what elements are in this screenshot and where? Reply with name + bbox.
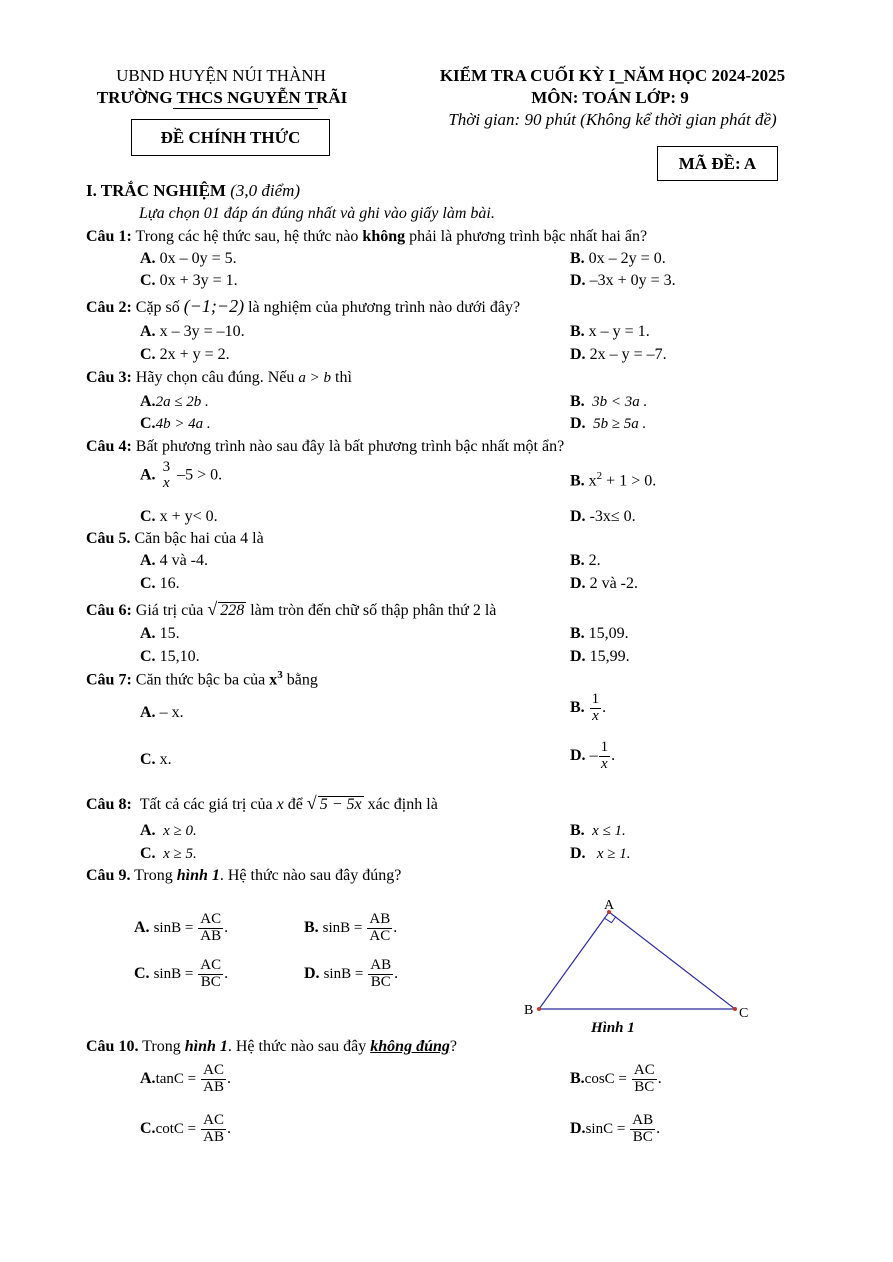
question-6: Câu 6: Giá trị của √ 228 làm tròn đến chữ số thập phân thứ 2 là xyxy=(86,599,497,619)
option-b: B.cosC = $\frac{AC}{BC}$ . xyxy=(570,1062,662,1095)
exam-title: KIỂM TRA CUỐI KỲ I_NĂM HỌC 2024-2025 xyxy=(439,66,786,85)
label-a: A xyxy=(604,898,615,913)
label-b: B xyxy=(524,1003,534,1018)
option-b: B. $\frac{1}{x}$ . xyxy=(570,691,607,724)
question-2: Câu 2: Cặp số (−1;−2) là nghiệm của phương trình nào dưới đây? xyxy=(86,296,521,316)
official-label: ĐỀ CHÍNH THỨC xyxy=(131,119,330,156)
question-1 xyxy=(86,229,647,245)
point-b xyxy=(537,1007,541,1011)
option-c: C. 2x + y = 2. xyxy=(140,346,230,363)
figure-caption: Hình 1 xyxy=(591,1020,635,1036)
section-instruction: Lựa chọn 01 đáp án đúng nhất và ghi vào giấy làm bài. xyxy=(139,205,495,222)
triangle-abc xyxy=(539,912,735,1009)
option-d: D. – $\frac{1}{x}$ . xyxy=(570,739,616,772)
exam-time: Thời gian: 90 phút (Không kể thời gian phát đề) xyxy=(448,110,777,129)
option-b: B. $x^2 + 1 > 0$. xyxy=(570,470,657,490)
option-b: B. 0x – 2y = 0. xyxy=(570,250,666,267)
option-b: B. x – y = 1. xyxy=(570,323,650,340)
question-10: Câu 10. Trong hình 1. Hệ thức nào sau đây không đúng? xyxy=(86,1038,457,1055)
question-5: Câu 5. Căn bậc hai của 4 là xyxy=(86,530,264,547)
option-d: D.sinC = $\frac{AB}{BC}$ . xyxy=(570,1112,661,1145)
subject-grade: MÔN: TOÁN LỚP: 9 xyxy=(531,88,689,107)
school-name: TRƯỜNG THCS NGUYỄN TRÃI xyxy=(96,88,348,107)
exam-code: MÃ ĐỀ: A xyxy=(657,146,778,181)
option-d: D. –3x + 0y = 3. xyxy=(570,272,676,289)
question-label: Câu 1: xyxy=(86,228,132,245)
option-b: B. 2. xyxy=(570,552,601,569)
option-a: A. 15. xyxy=(140,625,180,642)
option-b: B. 15,09. xyxy=(570,625,629,642)
option-a: A. x ≥ 0. xyxy=(140,822,197,839)
option-a: A. – x. xyxy=(140,704,184,721)
question-3: Câu 3: Hãy chọn câu đúng. Nếu a > b thì xyxy=(86,369,352,386)
option-a: A.2a ≤ 2b . xyxy=(140,393,209,410)
option-c: C.cotC = $\frac{AC}{AB}$ . xyxy=(140,1112,231,1145)
option-c: C. 16. xyxy=(140,575,180,592)
section-title: I. TRẮC NGHIỆM xyxy=(86,181,226,200)
option-c: C. sinB = $\frac{AC}{BC}$ . xyxy=(134,957,229,990)
option-a: A. x – 3y = –10. xyxy=(140,323,245,340)
section-points: (3,0 điểm) xyxy=(230,181,301,200)
number-pair: (−1;−2) xyxy=(183,296,245,316)
question-9: Câu 9. Trong hình 1. Hệ thức nào sau đây đúng? xyxy=(86,867,402,884)
option-a: A. 0x – 0y = 5. xyxy=(140,250,237,267)
option-b: B. sinB = $\frac{AB}{AC}$ . xyxy=(304,911,398,944)
option-c: C. x + y< 0. xyxy=(140,508,218,525)
option-a: A.tanC = $\frac{AC}{AB}$ . xyxy=(140,1062,231,1095)
option-d: D. sinB = $\frac{AB}{BC}$ . xyxy=(304,957,399,990)
question-emphasis: không xyxy=(362,228,406,245)
option-a: A. 4 và -4. xyxy=(140,552,208,569)
option-b: B. 3b < 3a . xyxy=(570,393,648,410)
district-name: UBND HUYỆN NÚI THÀNH xyxy=(116,66,326,85)
triangle-figure xyxy=(515,895,765,1040)
option-d: D. x ≥ 1. xyxy=(570,845,631,862)
question-8: Câu 8: Tất cả các giá trị của x để √ 5 − 5x xác định là xyxy=(86,793,438,813)
question-text: Trong các hệ thức sau, hệ thức nào xyxy=(135,228,359,245)
option-c: C. x. xyxy=(140,751,172,768)
label-c: C xyxy=(739,1006,749,1021)
option-d: D. 5b ≥ 5a . xyxy=(570,415,647,432)
option-d: D. 2 và -2. xyxy=(570,575,638,592)
option-b: B. x ≤ 1. xyxy=(570,822,626,839)
option-a: A. 3 x –5 > 0. xyxy=(140,459,223,491)
right-angle-mark xyxy=(605,917,617,923)
radical: 5 − 5x xyxy=(319,796,362,813)
option-c: C. x ≥ 5. xyxy=(140,845,197,862)
option-c: C. 0x + 3y = 1. xyxy=(140,272,238,289)
question-text: phải là phương trình bậc nhất hai ẩn? xyxy=(409,228,648,245)
question-4: Câu 4: Bất phương trình nào sau đây là bất phương trình bậc nhất một ẩn? xyxy=(86,438,565,455)
section-heading xyxy=(86,182,300,199)
question-7: Câu 7: Căn thức bậc ba của $x^3$ bằng xyxy=(86,669,318,689)
school-underline xyxy=(173,108,318,109)
option-d: D. 15,99. xyxy=(570,648,630,665)
option-c: C.4b > 4a . xyxy=(140,415,211,432)
option-c: C. 15,10. xyxy=(140,648,200,665)
option-a: A. sinB = $\frac{AC}{AB}$ . xyxy=(134,911,229,944)
point-c xyxy=(733,1007,737,1011)
option-d: D. 2x – y = –7. xyxy=(570,346,667,363)
option-d: D. -3x≤ 0. xyxy=(570,508,636,525)
negation-emphasis: không đúng xyxy=(370,1038,450,1055)
radical: 228 xyxy=(220,602,245,619)
